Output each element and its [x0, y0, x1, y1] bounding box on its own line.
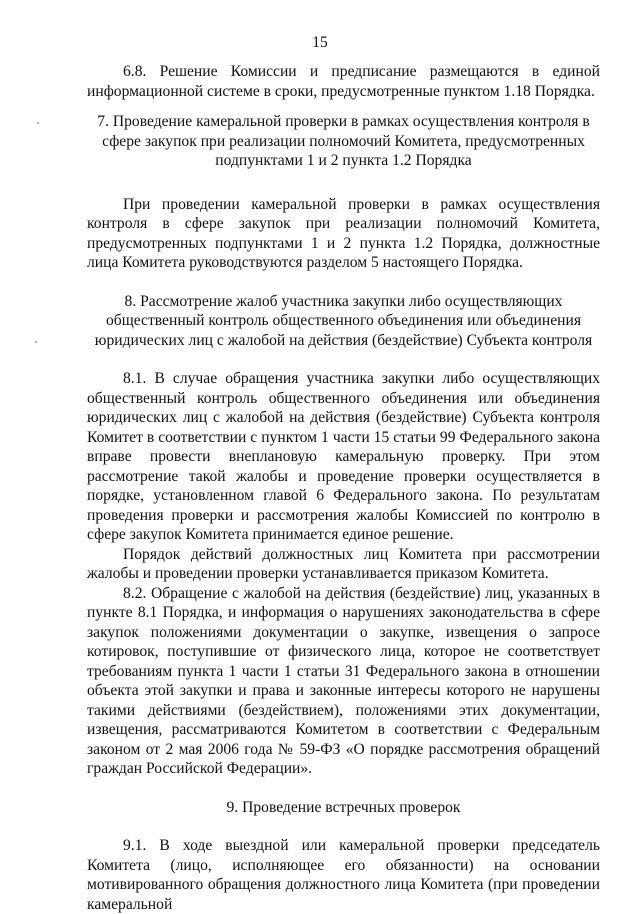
paragraph-7: При проведении камеральной проверки в рамках осуществления контроля в сфере закупок при реализации полномочий Комитета, предусмотренных подпунктами 1 и 2 пункта 1.2 Порядка, должностные лица Комитета руководствуются разделом 5 настоящего Порядка. [87, 195, 600, 271]
paragraph-8-1: 8.1. В случае обращения участника закупки либо осуществляющих общественный контроль общественного объединения или объединения юридических лиц с жалобой на действия (бездействие) Субъекта контроля Комитет в соответствии с пунктом 1 части 15 статьи 99 Федерального закона вправе провести внеплановую камеральную проверку. При этом рассмотрение такой жалобы и проведение проверки осуществляется в порядке, установленном главой 6 Федерального закона. По результатам проведения проверки и рассмотрения жалобы Комиссией по контролю в сфере закупок Комитета принимается единое решение. [87, 370, 600, 543]
document-body [87, 62, 600, 914]
section-heading-9: 9. Проведение встречных проверок [226, 798, 461, 816]
paragraph-6-8: 6.8. Решение Комиссии и предписание размещаются в единой информационной системе в сроки, предусмотренные пунктом 1.18 Порядка. [87, 63, 600, 100]
section-heading-7: 7. Проведение камеральной проверки в рамках осуществления контроля в сфере закупок при реализации полномочий Комитета, предусмотренных подпунктами 1 и 2 пункта 1.2 Порядка [97, 113, 590, 169]
section-heading-8: 8. Рассмотрение жалоб участника закупки либо осуществляющих общественный контроль общественного объединения или объединения юридических лиц с жалобой на действия (бездействие) Субъекта контроля [94, 292, 593, 349]
paragraph-8-1-order: Порядок действий должностных лиц Комитета при рассмотрении жалобы и проведении проверки устанавливается приказом Комитета. [87, 545, 600, 582]
paragraph-8-2: 8.2. Обращение с жалобой на действия (бездействие) лиц, указанных в пункте 8.1 Порядка, и информация о нарушениях законодательства в сфере закупок положениями документации о закупке, извещения о запросе котировок, поступившие от физического лица, которое не соответствует требованиям пункта 1 части 1 статьи 31 Федерального закона в отношении объекта этой закупки и права и законные интересы которого не нарушены такими действиями (бездействием), положениями этих документации, извещения, рассматриваются Комитетом в соответствии с Федеральным законом от 2 мая 2006 года № 59-ФЗ «О порядке рассмотрения обращений граждан Российской Федерации». [87, 584, 600, 777]
scan-mark [37, 122, 39, 124]
paragraph-9-1: 9.1. В ходе выездной или камеральной проверки председатель Комитета (лицо, исполняющее его обязанности) на основании мотивированного обращения должностного лица Комитета (при проведении камеральной [87, 837, 600, 913]
scan-mark [35, 341, 37, 343]
page-number: 15 [312, 34, 328, 51]
